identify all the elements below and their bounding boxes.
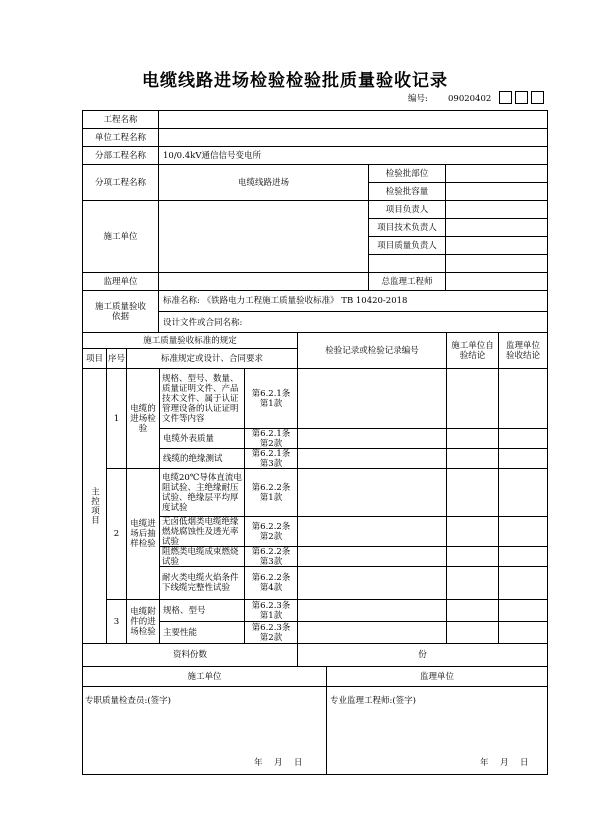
req-cell-3 <box>159 448 245 469</box>
clause-3: 第6.2.1条第3款 <box>251 448 291 469</box>
inspector-day: 日 <box>294 758 303 768</box>
clause-cell-1 <box>244 368 298 429</box>
clause-9: 第6.2.3条第2款 <box>251 622 291 643</box>
page-title: 电缆线路进场检验检验批质量验收记录 <box>142 71 448 91</box>
self-check-header: 施工单位自验结论 <box>451 340 494 361</box>
group-name-3: 电缆附件的进场检验 <box>130 606 156 637</box>
self-check-cell-3[interactable] <box>446 448 499 469</box>
req-text-1: 规格、型号、数量、质量证明文件、产品技术文件、属于认证管理设备的认证证明文件等内容 <box>162 373 239 424</box>
clause-cell-3 <box>244 448 298 469</box>
supervision-check-header: 监理单位验收结论 <box>505 340 540 361</box>
sub-division-label-cell <box>82 164 159 201</box>
clause-7: 第6.2.2条第4款 <box>251 573 291 593</box>
self-check-cell-8[interactable] <box>446 599 499 622</box>
record-cell-5[interactable] <box>297 516 447 547</box>
clause-8: 第6.2.3条第1款 <box>251 600 291 621</box>
construction-unit-value-cell[interactable] <box>158 200 369 273</box>
supervision-check-cell-5[interactable] <box>498 516 548 547</box>
sub-division-label: 分项工程名称 <box>94 177 146 188</box>
record-cell-1[interactable] <box>297 368 447 429</box>
tech-leader-label-cell <box>368 218 446 237</box>
code-value: 09020402 <box>448 94 492 104</box>
tech-leader-label: 项目技术负责人 <box>377 222 437 233</box>
req-cell-2 <box>159 428 245 449</box>
seq-1: 1 <box>113 413 120 424</box>
sub-division-value-cell[interactable] <box>158 164 369 201</box>
clause-4: 第6.2.2条第1款 <box>251 482 291 503</box>
supervision-footer-label: 监理单位 <box>419 671 454 682</box>
basis-label: 施工质量验收依据 <box>94 301 146 322</box>
supervision-unit-label: 监理单位 <box>103 276 138 287</box>
supervision-check-cell-8[interactable] <box>498 599 548 622</box>
supervision-check-header-cell <box>498 332 548 369</box>
division-project-label: 分部工程名称 <box>94 150 146 161</box>
req-text-8: 规格、型号 <box>163 605 206 616</box>
req-text-2: 电缆外表质量 <box>163 433 215 444</box>
quality-leader-label-cell <box>368 236 446 255</box>
clause-cell-7 <box>244 566 298 600</box>
blank-value-cell[interactable] <box>445 254 548 273</box>
item-header-cell <box>82 348 107 369</box>
standard-cell <box>158 290 548 312</box>
unit-project-label-cell <box>82 128 159 147</box>
clause-cell-9 <box>244 621 298 644</box>
clause-cell-8 <box>244 599 298 622</box>
supervision-check-cell-2[interactable] <box>498 428 548 449</box>
group-cell-2 <box>126 468 160 600</box>
basis-label-cell <box>82 290 159 333</box>
code-line <box>408 92 497 104</box>
supervision-unit-label-cell <box>82 272 159 291</box>
group-cell-3 <box>126 599 160 644</box>
record-cell-7[interactable] <box>297 566 447 600</box>
clause-cell-5 <box>244 516 298 547</box>
engineer-signature-cell[interactable] <box>326 686 548 775</box>
unit-project-label: 单位工程名称 <box>94 132 146 143</box>
clause-cell-2 <box>244 428 298 449</box>
supervision-check-cell-3[interactable] <box>498 448 548 469</box>
supervision-check-cell-1[interactable] <box>498 368 548 429</box>
division-project-label-cell <box>82 146 159 165</box>
req-cell-5 <box>159 516 245 547</box>
inspection-part-label-cell <box>368 164 446 183</box>
supervision-footer-cell <box>326 666 548 687</box>
inspection-capacity-label: 检验批容量 <box>385 186 429 197</box>
req-cell-1 <box>159 368 245 429</box>
record-cell-9[interactable] <box>297 621 447 644</box>
supervision-check-cell-7[interactable] <box>498 566 548 600</box>
main-item-cell <box>82 368 107 644</box>
seq-cell-3 <box>106 599 127 644</box>
self-check-cell-5[interactable] <box>446 516 499 547</box>
record-header-cell <box>297 332 447 369</box>
engineer-month: 月 <box>500 758 509 768</box>
engineer-label: 专业监理工程师:(签字) <box>330 696 416 706</box>
project-leader-label-cell <box>368 200 446 219</box>
req-cell-9 <box>159 621 245 644</box>
code-box-2[interactable] <box>515 91 528 104</box>
req-header: 标准规定或设计、合同要求 <box>160 353 263 364</box>
tech-leader-value-cell[interactable] <box>445 218 548 237</box>
code-box-3[interactable] <box>531 91 544 104</box>
inspector-label: 专职质量检查员:(签字) <box>85 696 171 706</box>
self-check-cell-6[interactable] <box>446 546 499 567</box>
supervision-check-cell-4[interactable] <box>498 468 548 517</box>
group-name-1: 电缆的进场检验 <box>130 403 156 434</box>
record-cell-8[interactable] <box>297 599 447 622</box>
engineer-day: 日 <box>520 758 529 768</box>
inspection-part-value-cell[interactable] <box>445 164 548 183</box>
seq-header: 序号 <box>107 353 125 364</box>
project-leader-value-cell[interactable] <box>445 200 548 219</box>
seq-cell-2 <box>106 468 127 600</box>
construction-unit-label: 施工单位 <box>103 231 138 242</box>
clause-cell-6 <box>244 546 298 567</box>
clause-5: 第6.2.2条第2款 <box>251 521 291 542</box>
inspector-year: 年 <box>254 758 263 768</box>
inspection-capacity-label-cell <box>368 182 446 201</box>
record-cell-4[interactable] <box>297 468 447 517</box>
req-header-cell <box>126 348 298 369</box>
req-text-9: 主要性能 <box>163 627 198 638</box>
blank-label-cell <box>368 254 446 273</box>
standard-text: 标准名称: 《铁路电力工程施工质量验收标准》 TB 10420-2018 <box>163 296 408 306</box>
materials-label: 资料份数 <box>172 650 207 660</box>
project-name-value-cell[interactable] <box>158 110 548 129</box>
materials-value-cell[interactable] <box>297 643 548 667</box>
req-text-5: 无卤低烟类电缆绝缘燃烧腐蚀性及透光率试验 <box>162 516 239 547</box>
supervision-check-cell-6[interactable] <box>498 546 548 567</box>
clause-1: 第6.2.1条第1款 <box>251 388 291 409</box>
chief-engineer-value-cell[interactable] <box>445 272 548 291</box>
code-box-1[interactable] <box>499 91 512 104</box>
engineer-year: 年 <box>480 758 489 768</box>
self-check-cell-4[interactable] <box>446 468 499 517</box>
inspection-part-label: 检验批部位 <box>385 168 429 179</box>
supervision-unit-value-cell[interactable] <box>158 272 369 291</box>
project-name-label-cell <box>82 110 159 129</box>
req-cell-8 <box>159 599 245 622</box>
seq-2: 2 <box>113 529 120 539</box>
req-text-7: 耐火类电缆火焰条件下线缆完整性试验 <box>162 573 239 593</box>
copies-unit: 份 <box>418 650 427 660</box>
self-check-cell-9[interactable] <box>446 621 499 644</box>
self-check-header-cell <box>446 332 499 369</box>
inspection-capacity-value-cell[interactable] <box>445 182 548 201</box>
req-cell-7 <box>159 566 245 600</box>
design-text: 设计文件或合同名称: <box>163 318 243 328</box>
project-leader-label: 项目负责人 <box>385 204 429 215</box>
materials-label-cell <box>82 643 298 667</box>
main-item-label: 主控项目 <box>89 487 100 525</box>
sub-division-value: 电缆线路进场 <box>237 177 289 188</box>
seq-3: 3 <box>113 616 120 627</box>
quality-leader-value-cell[interactable] <box>445 236 548 255</box>
design-cell[interactable] <box>158 311 548 333</box>
chief-engineer-label: 总监理工程师 <box>381 276 433 287</box>
chief-engineer-label-cell <box>368 272 446 291</box>
record-cell-2[interactable] <box>297 428 447 449</box>
division-project-value-cell[interactable] <box>158 146 548 165</box>
req-text-4: 电缆20℃导体直流电阻试验、主绝缘耐压试验、绝缘层平均厚度试验 <box>162 472 242 513</box>
group-name-2: 电缆进场后抽样检验 <box>130 519 156 549</box>
unit-project-value-cell[interactable] <box>158 128 548 147</box>
self-check-cell-1[interactable] <box>446 368 499 429</box>
inspector-month: 月 <box>274 758 283 768</box>
seq-header-cell <box>106 348 127 369</box>
division-project-value: 10/0.4kV通信信号变电所 <box>163 151 261 161</box>
code-label: 编号: <box>408 94 428 104</box>
self-check-cell-7[interactable] <box>446 566 499 600</box>
record-cell-6[interactable] <box>297 546 447 567</box>
clause-cell-4 <box>244 468 298 517</box>
req-text-3: 线缆的绝缘测试 <box>163 453 223 464</box>
req-cell-6 <box>159 546 245 567</box>
project-name-label: 工程名称 <box>103 114 138 125</box>
standard-header-cell <box>82 332 298 349</box>
construction-footer-label: 施工单位 <box>187 671 222 682</box>
clause-6: 第6.2.2条第3款 <box>251 546 291 567</box>
item-header: 项目 <box>85 353 103 364</box>
construction-footer-cell <box>82 666 327 687</box>
inspector-signature-cell[interactable] <box>82 686 327 775</box>
construction-unit-label-cell <box>82 200 159 273</box>
seq-cell-1 <box>106 368 127 469</box>
clause-2: 第6.2.1条第2款 <box>251 428 291 449</box>
standard-header: 施工质量验收标准的规定 <box>143 335 237 346</box>
group-cell-1 <box>126 368 160 469</box>
record-header: 检验记录或检验记录编号 <box>325 345 419 356</box>
quality-leader-label: 项目质量负责人 <box>377 240 437 251</box>
req-cell-4 <box>159 468 245 517</box>
supervision-check-cell-9[interactable] <box>498 621 548 644</box>
self-check-cell-2[interactable] <box>446 428 499 449</box>
req-text-6: 阻燃类电缆成束燃烧试验 <box>162 546 239 567</box>
record-cell-3[interactable] <box>297 448 447 469</box>
